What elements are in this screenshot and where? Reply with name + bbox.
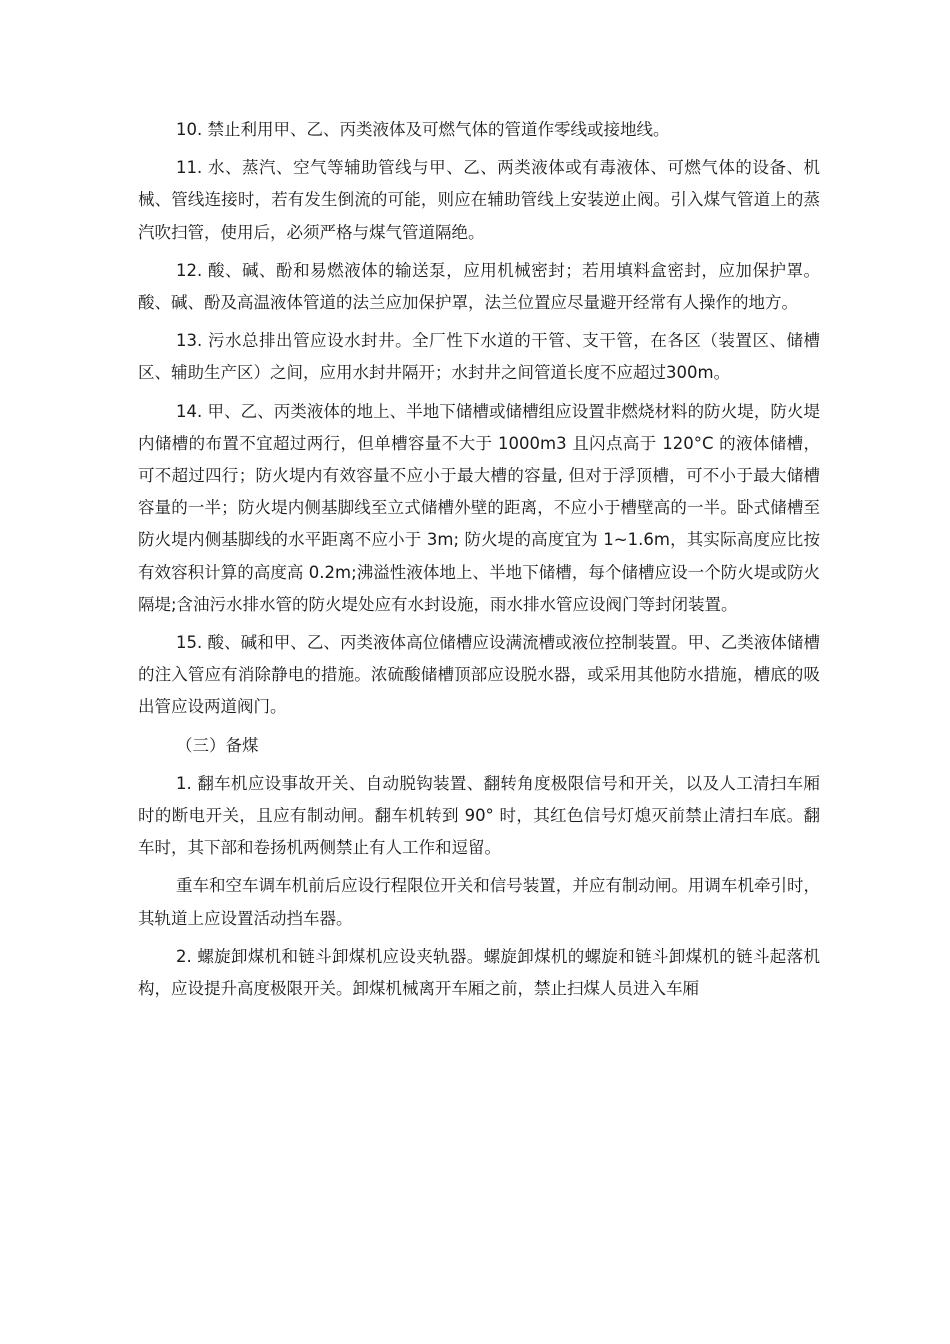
paragraph-item-13: 13. 污水总排出管应设水封井。全厂性下水道的干管、支干管，在各区（装置区、储槽区、辅助生产区）之间，应用水封井隔开；水封井之间管道长度不应超过300m。 <box>138 331 820 383</box>
document-body <box>138 114 820 1005</box>
paragraph-item-12: 12. 酸、碱、酚和易燃液体的输送泵，应用机械密封；若用填料盒密封，应加保护罩。酸、碱、酚及高温液体管道的法兰应加保护罩，法兰位置应尽量避开经常有人操作的地方。 <box>138 260 820 313</box>
paragraph-item-14: 14. 甲、乙、丙类液体的地上、半地下储槽或储槽组应设置非燃烧材料的防火堤，防火堤内储槽的布置不宜超过两行，但单槽容量不大于 1000m3 且闪点高于 120°C 的液体储槽，可不超过四行；防火堤内有效容量不应小于最大槽的容量, 但对于浮顶槽，可不小于最大储槽容量的一半；防火堤内侧基脚线至立式储槽外壁的距离，不应小于槽壁高的一半。卧式储槽至防火堤内侧基脚线的水平距离不应小于 3m; 防火堤的高度宜为 1~1.6m，其实际高度应比按有效容积计算的高度高 0.2m;沸溢性液体地上、半地下储槽，每个储槽应设一个防火堤或防火隔堤;含油污水排水管的防火堤处应有水封设施，雨水排水管应设阀门等封闭装置。 <box>138 401 820 614</box>
section-paragraph-shunting: 重车和空车调车机前后应设行程限位开关和信号装置，并应有制动闸。用调车机牵引时，其轨道上应设置活动挡车器。 <box>138 876 820 928</box>
paragraph-item-10: 10. 禁止利用甲、乙、丙类液体及可燃气体的管道作零线或接地线。 <box>176 120 670 139</box>
paragraph-item-15: 15. 酸、碱和甲、乙、丙类液体高位储槽应设满流槽或液位控制装置。甲、乙类液体储槽的注入管应有消除静电的措施。浓硫酸储槽顶部应设脱水器，或采用其他防水措施，槽底的吸出管应设两道阀门。 <box>138 633 820 717</box>
paragraph-item-11: 11. 水、蒸汽、空气等辅助管线与甲、乙、两类液体或有毒液体、可燃气体的设备、机械、管线连接时，若有发生倒流的可能，则应在辅助管线上安装逆止阀。引入煤气管道上的蒸汽吹扫管，使用后，必须严格与煤气管道隔绝。 <box>138 158 820 242</box>
section-paragraph-2: 2. 螺旋卸煤机和链斗卸煤机应设夹轨器。螺旋卸煤机的螺旋和链斗卸煤机的链斗起落机构，应设提升高度极限开关。卸煤机械离开车厢之前，禁止扫煤人员进入车厢 <box>138 946 820 999</box>
section-heading: （三）备煤 <box>176 735 259 755</box>
section-paragraph-1: 1. 翻车机应设事故开关、自动脱钩装置、翻转角度极限信号和开关，以及人工清扫车厢时的断电开关，且应有制动闸。翻车机转到 90° 时，其红色信号灯熄灭前禁止清扫车底。翻车时，其下部和卷扬机两侧禁止有人工作和逗留。 <box>138 773 820 858</box>
